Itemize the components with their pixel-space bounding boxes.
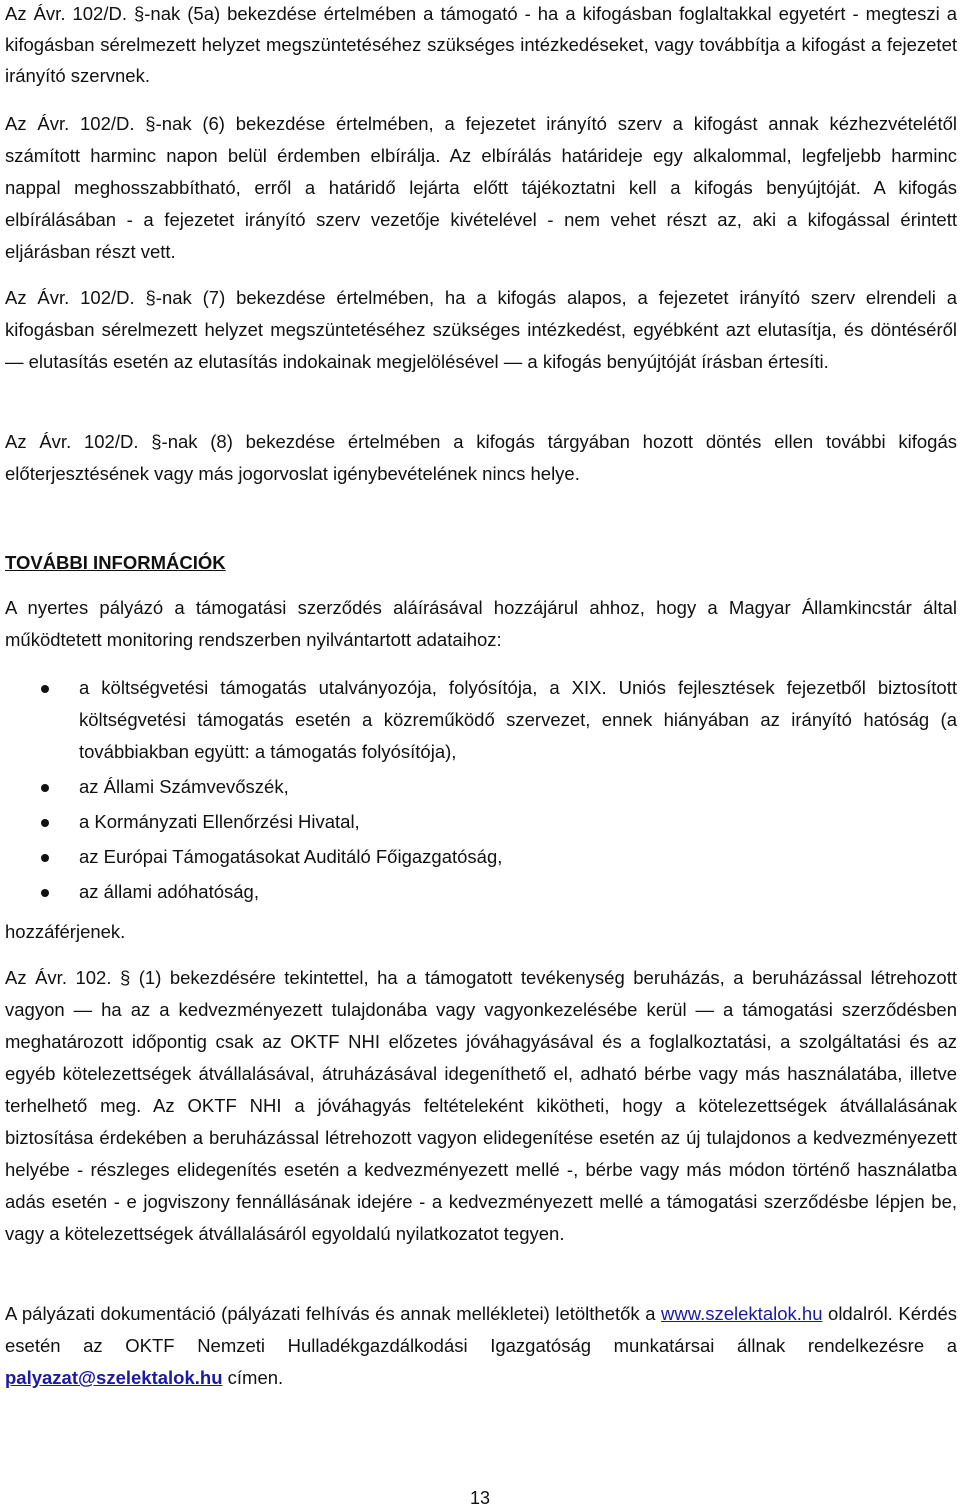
paragraph-avr-102d-5a: Az Ávr. 102/D. §-nak (5a) bekezdése értelmében a támogató - ha a kifogásban foglaltakkal egyetért - megteszi a kifogásban sérelmezett helyzet megszüntetéséhez szükséges intézkedéseket, vagy továbbítja a kifogást a fejezetet irányító szervnek. <box>5 3 957 86</box>
list-item-text: a Kormányzati Ellenőrzési Hivatal, <box>79 811 360 832</box>
paragraph-avr-102-1: Az Ávr. 102. § (1) bekezdésére tekintettel, ha a támogatott tevékenység beruházás, a beruházással létrehozott vagyon — ha az a kedvezményezett tulajdonába vagy vagyonkezelésébe kerül — a támogatási szerződésben meghatározott időpontig csak az OKTF NHI előzetes jóváhagyásával és a foglalkoztatási, a szolgáltatási és az egyéb kötelezettségek átvállalásával, átruházásával idegeníthető el, adható bérbe vagy más használatába, illetve terhelhető meg. Az OKTF NHI a jóváhagyás feltételeként kikötheti, hogy a kötelezettségek átvállalásának biztosítása érdekében a beruházással létrehozott vagyon elidegenítése esetén az új tulajdonos a kedvezményezett helyébe - részleges elidegenítés esetén a kedvezményezett mellé -, bérbe vagy más módon történő használatba adás esetén - e jogviszony fennállásának idejére - a kedvezményezett mellé a támogatási szerződésbe lépjen be, vagy a kötelezettségek átvállalásáról egyoldalú nyilatkozatot tegyen. <box>5 967 957 1244</box>
section-intro: A nyertes pályázó a támogatási szerződés aláírásával hozzájárul ahhoz, hogy a Magyar Államkincstár által működtetett monitoring rendszerben nyilvántartott adataihoz: <box>5 597 957 650</box>
paragraph-avr-102d-8: Az Ávr. 102/D. §-nak (8) bekezdése értelmében a kifogás tárgyában hozott döntés ellen további kifogás előterjesztésének vagy más jogorvoslat igénybevételének nincs helye. <box>5 431 957 484</box>
list-item <box>5 876 957 908</box>
list-item-text: az állami adóhatóság, <box>79 881 259 902</box>
list-item-text: a költségvetési támogatás utalványozója, folyósítója, a XIX. Uniós fejlesztések fejezetből biztosított költségvetési támogatás esetén a közreműködő szervezet, ennek hiányában az irányító hatóság (a továbbiakban együtt: a támogatás folyósítója), <box>79 677 957 762</box>
list-item <box>5 841 957 873</box>
contact-paragraph <box>5 1298 957 1394</box>
access-list <box>5 672 957 911</box>
bullet-icon <box>41 685 49 693</box>
website-link[interactable]: www.szelektalok.hu <box>661 1303 823 1324</box>
bullet-icon <box>41 819 49 827</box>
email-link[interactable]: palyazat@szelektalok.hu <box>5 1367 223 1388</box>
list-item <box>5 806 957 838</box>
contact-text-before: A pályázati dokumentáció (pályázati felhívás és annak mellékletei) letölthetők a <box>5 1303 662 1324</box>
bullet-icon <box>41 854 49 862</box>
contact-text-after: címen. <box>222 1367 284 1388</box>
list-item <box>5 672 957 768</box>
section-heading: TOVÁBBI INFORMÁCIÓK <box>5 552 226 573</box>
contact-text-middle: oldalról. Kérdés esetén az OKTF Nemzeti Hulladékgazdálkodási Igazgatóság munkatársai állnak rendelkezésre a <box>5 1303 957 1356</box>
bullet-icon <box>41 889 49 897</box>
page-number: 13 <box>469 1488 491 1508</box>
list-item-text: az Európai Támogatásokat Auditáló Főigazgatóság, <box>79 846 503 867</box>
bullet-icon <box>41 784 49 792</box>
list-item-text: az Állami Számvevőszék, <box>79 776 289 797</box>
list-closing: hozzáférjenek. <box>5 921 126 942</box>
paragraph-avr-102d-7: Az Ávr. 102/D. §-nak (7) bekezdése értelmében, ha a kifogás alapos, a fejezetet irányító szerv elrendeli a kifogásban sérelmezett helyzet megszüntetéséhez szükséges intézkedést, egyébként azt elutasítja, és döntéséről — elutasítás esetén az elutasítás indokainak megjelölésével — a kifogás benyújtóját írásban értesíti. <box>5 287 957 372</box>
list-item <box>5 771 957 803</box>
paragraph-avr-102d-6: Az Ávr. 102/D. §-nak (6) bekezdése értelmében, a fejezetet irányító szerv a kifogást annak kézhezvételétől számított harminc napon belül érdemben elbírálja. Az elbírálás határideje egy alkalommal, legfeljebb harminc nappal meghosszabbítható, erről a határidő lejárta előtt tájékoztatni kell a kifogás benyújtóját. A kifogás elbírálásában - a fejezetet irányító szerv vezetője kivételével - nem vehet részt az, aki a kifogással érintett eljárásban részt vett. <box>5 113 957 262</box>
